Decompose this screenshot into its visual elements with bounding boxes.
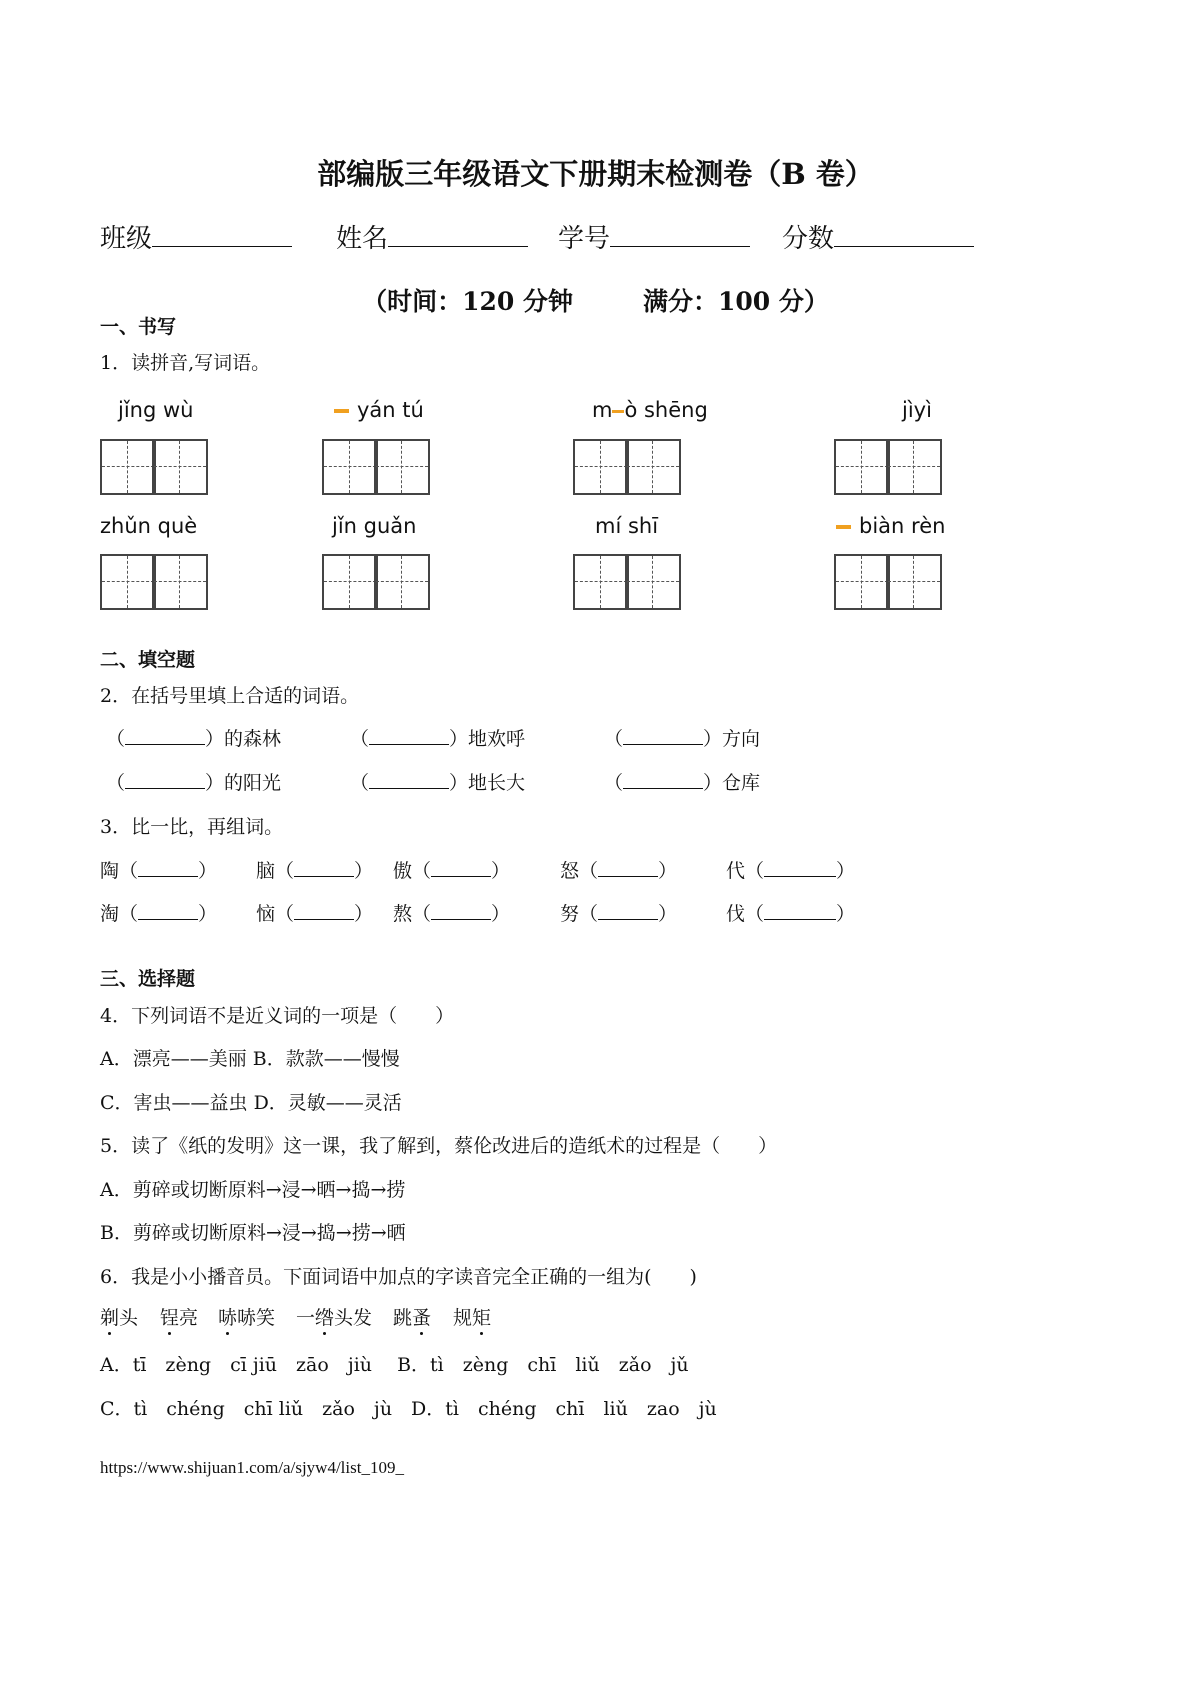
question-6-options-ab[interactable]: A．tī zèng cī jiū zāo jiù B．tì zèng chī liǔ zǎo jǔ — [100, 1354, 689, 1376]
compare-word-item: 陶（ ） — [100, 860, 218, 882]
compare-word-item: 伐（ ） — [726, 903, 856, 925]
student-id-label: 学号 — [558, 224, 611, 254]
section-heading-choice: 三、选择题 — [100, 968, 196, 990]
question-6-options-cd[interactable]: C．tì chéng chī liǔ zǎo jù D．tì chéng chī liǔ zao jù — [100, 1398, 717, 1420]
answer-blank[interactable] — [623, 728, 703, 745]
answer-blank[interactable] — [623, 772, 703, 789]
question-4-text: 4．下列词语不是近义词的一项是（ ） — [100, 1005, 455, 1027]
compare-word-item: 恼（ ） — [256, 903, 374, 925]
answer-blank[interactable] — [294, 903, 354, 920]
dotted-word: 哧哧笑 — [218, 1307, 276, 1329]
writing-grid[interactable] — [834, 554, 946, 610]
answer-blank[interactable] — [764, 903, 836, 920]
answer-blank[interactable] — [125, 772, 205, 789]
compare-word-item: 傲（ ） — [393, 860, 511, 882]
answer-blank[interactable] — [125, 728, 205, 745]
dotted-word: 剃头 — [100, 1307, 139, 1329]
student-id-field — [558, 218, 750, 255]
answer-blank[interactable] — [294, 860, 354, 877]
writing-grid[interactable] — [573, 439, 685, 495]
score-label: 分数 — [782, 224, 835, 254]
question-3-text: 3．比一比，再组词。 — [100, 816, 284, 838]
compare-word-item: 脑（ ） — [256, 860, 374, 882]
compare-word-item: 努（ ） — [560, 903, 678, 925]
footer-url: https://www.shijuan1.com/a/sjyw4/list_109_ — [100, 1458, 404, 1477]
question-5-option-b[interactable]: B．剪碎或切断原料→浸→捣→捞→晒 — [100, 1222, 406, 1244]
highlight-mark — [612, 410, 624, 413]
question-4-options-cd[interactable]: C．害虫——益虫 D．灵敏——灵活 — [100, 1092, 402, 1114]
exam-time-line — [0, 282, 1191, 318]
answer-blank[interactable] — [764, 860, 836, 877]
section-heading-fill-blank: 二、填空题 — [100, 649, 196, 671]
highlight-mark — [836, 525, 851, 529]
answer-blank[interactable] — [598, 860, 658, 877]
answer-blank[interactable] — [138, 903, 198, 920]
score-field — [782, 218, 974, 255]
pinyin-label: jǐng wù — [118, 398, 194, 422]
compare-word-item: 熬（ ） — [393, 903, 511, 925]
compare-word-item: 淘（ ） — [100, 903, 218, 925]
name-field — [336, 218, 528, 255]
section-heading-writing: 一、书写 — [100, 316, 177, 338]
score-blank[interactable] — [834, 224, 974, 247]
writing-grid[interactable] — [322, 439, 434, 495]
writing-grid[interactable] — [100, 439, 212, 495]
dotted-word: 规矩 — [453, 1307, 492, 1329]
pinyin-label: m ò shēng — [592, 398, 708, 422]
student-id-blank[interactable] — [610, 224, 750, 247]
writing-grid[interactable] — [100, 554, 212, 610]
compare-word-item: 代（ ） — [726, 860, 856, 882]
writing-grid[interactable] — [834, 439, 946, 495]
question-2-text: 2．在括号里填上合适的词语。 — [100, 685, 360, 707]
writing-grid[interactable] — [573, 554, 685, 610]
dotted-word: 锃亮 — [160, 1307, 199, 1329]
pinyin-label: jìyì — [902, 398, 932, 422]
answer-blank[interactable] — [431, 860, 491, 877]
fill-blank-item: （ ）的森林 — [106, 728, 282, 750]
name-label: 姓名 — [336, 224, 389, 254]
pinyin-label: mí shī — [595, 514, 659, 538]
class-field — [100, 218, 292, 255]
question-6-text: 6．我是小小播音员。下面词语中加点的字读音完全正确的一组为( ) — [100, 1266, 697, 1288]
question-5-option-a[interactable]: A．剪碎或切断原料→浸→晒→捣→捞 — [100, 1179, 406, 1201]
highlight-mark — [334, 409, 349, 413]
question-1-text: 1．读拼音,写词语。 — [100, 352, 271, 374]
fill-blank-item: （ ）的阳光 — [106, 772, 282, 794]
fill-blank-item: （ ）地欢呼 — [350, 728, 526, 750]
answer-blank[interactable] — [598, 903, 658, 920]
answer-blank[interactable] — [369, 728, 449, 745]
answer-blank[interactable] — [431, 903, 491, 920]
writing-grid[interactable] — [322, 554, 434, 610]
name-blank[interactable] — [388, 224, 528, 247]
dotted-word: 一绺头发 — [296, 1307, 373, 1329]
compare-word-item: 怒（ ） — [560, 860, 678, 882]
fill-blank-item: （ ）仓库 — [604, 772, 761, 794]
question-5-text: 5．读了《纸的发明》这一课，我了解到，蔡伦改进后的造纸术的过程是（ ） — [100, 1135, 778, 1157]
pinyin-label: jǐn guǎn — [332, 514, 417, 538]
class-label: 班级 — [100, 224, 153, 254]
question-4-options-ab[interactable]: A．漂亮——美丽 B．款款——慢慢 — [100, 1048, 400, 1070]
answer-blank[interactable] — [369, 772, 449, 789]
class-blank[interactable] — [152, 224, 292, 247]
full-score: 满分：100 分） — [643, 287, 829, 316]
page-title: 部编版三年级语文下册期末检测卷（B 卷） — [317, 157, 874, 191]
pinyin-label: zhǔn què — [100, 514, 198, 538]
answer-blank[interactable] — [138, 860, 198, 877]
exam-duration: （时间：120 分钟 — [362, 287, 573, 316]
pinyin-label: biàn rèn — [836, 514, 945, 538]
fill-blank-item: （ ）地长大 — [350, 772, 526, 794]
pinyin-label: yán tú — [334, 398, 424, 422]
fill-blank-item: （ ）方向 — [604, 728, 761, 750]
dotted-word: 跳蚤 — [393, 1307, 432, 1329]
